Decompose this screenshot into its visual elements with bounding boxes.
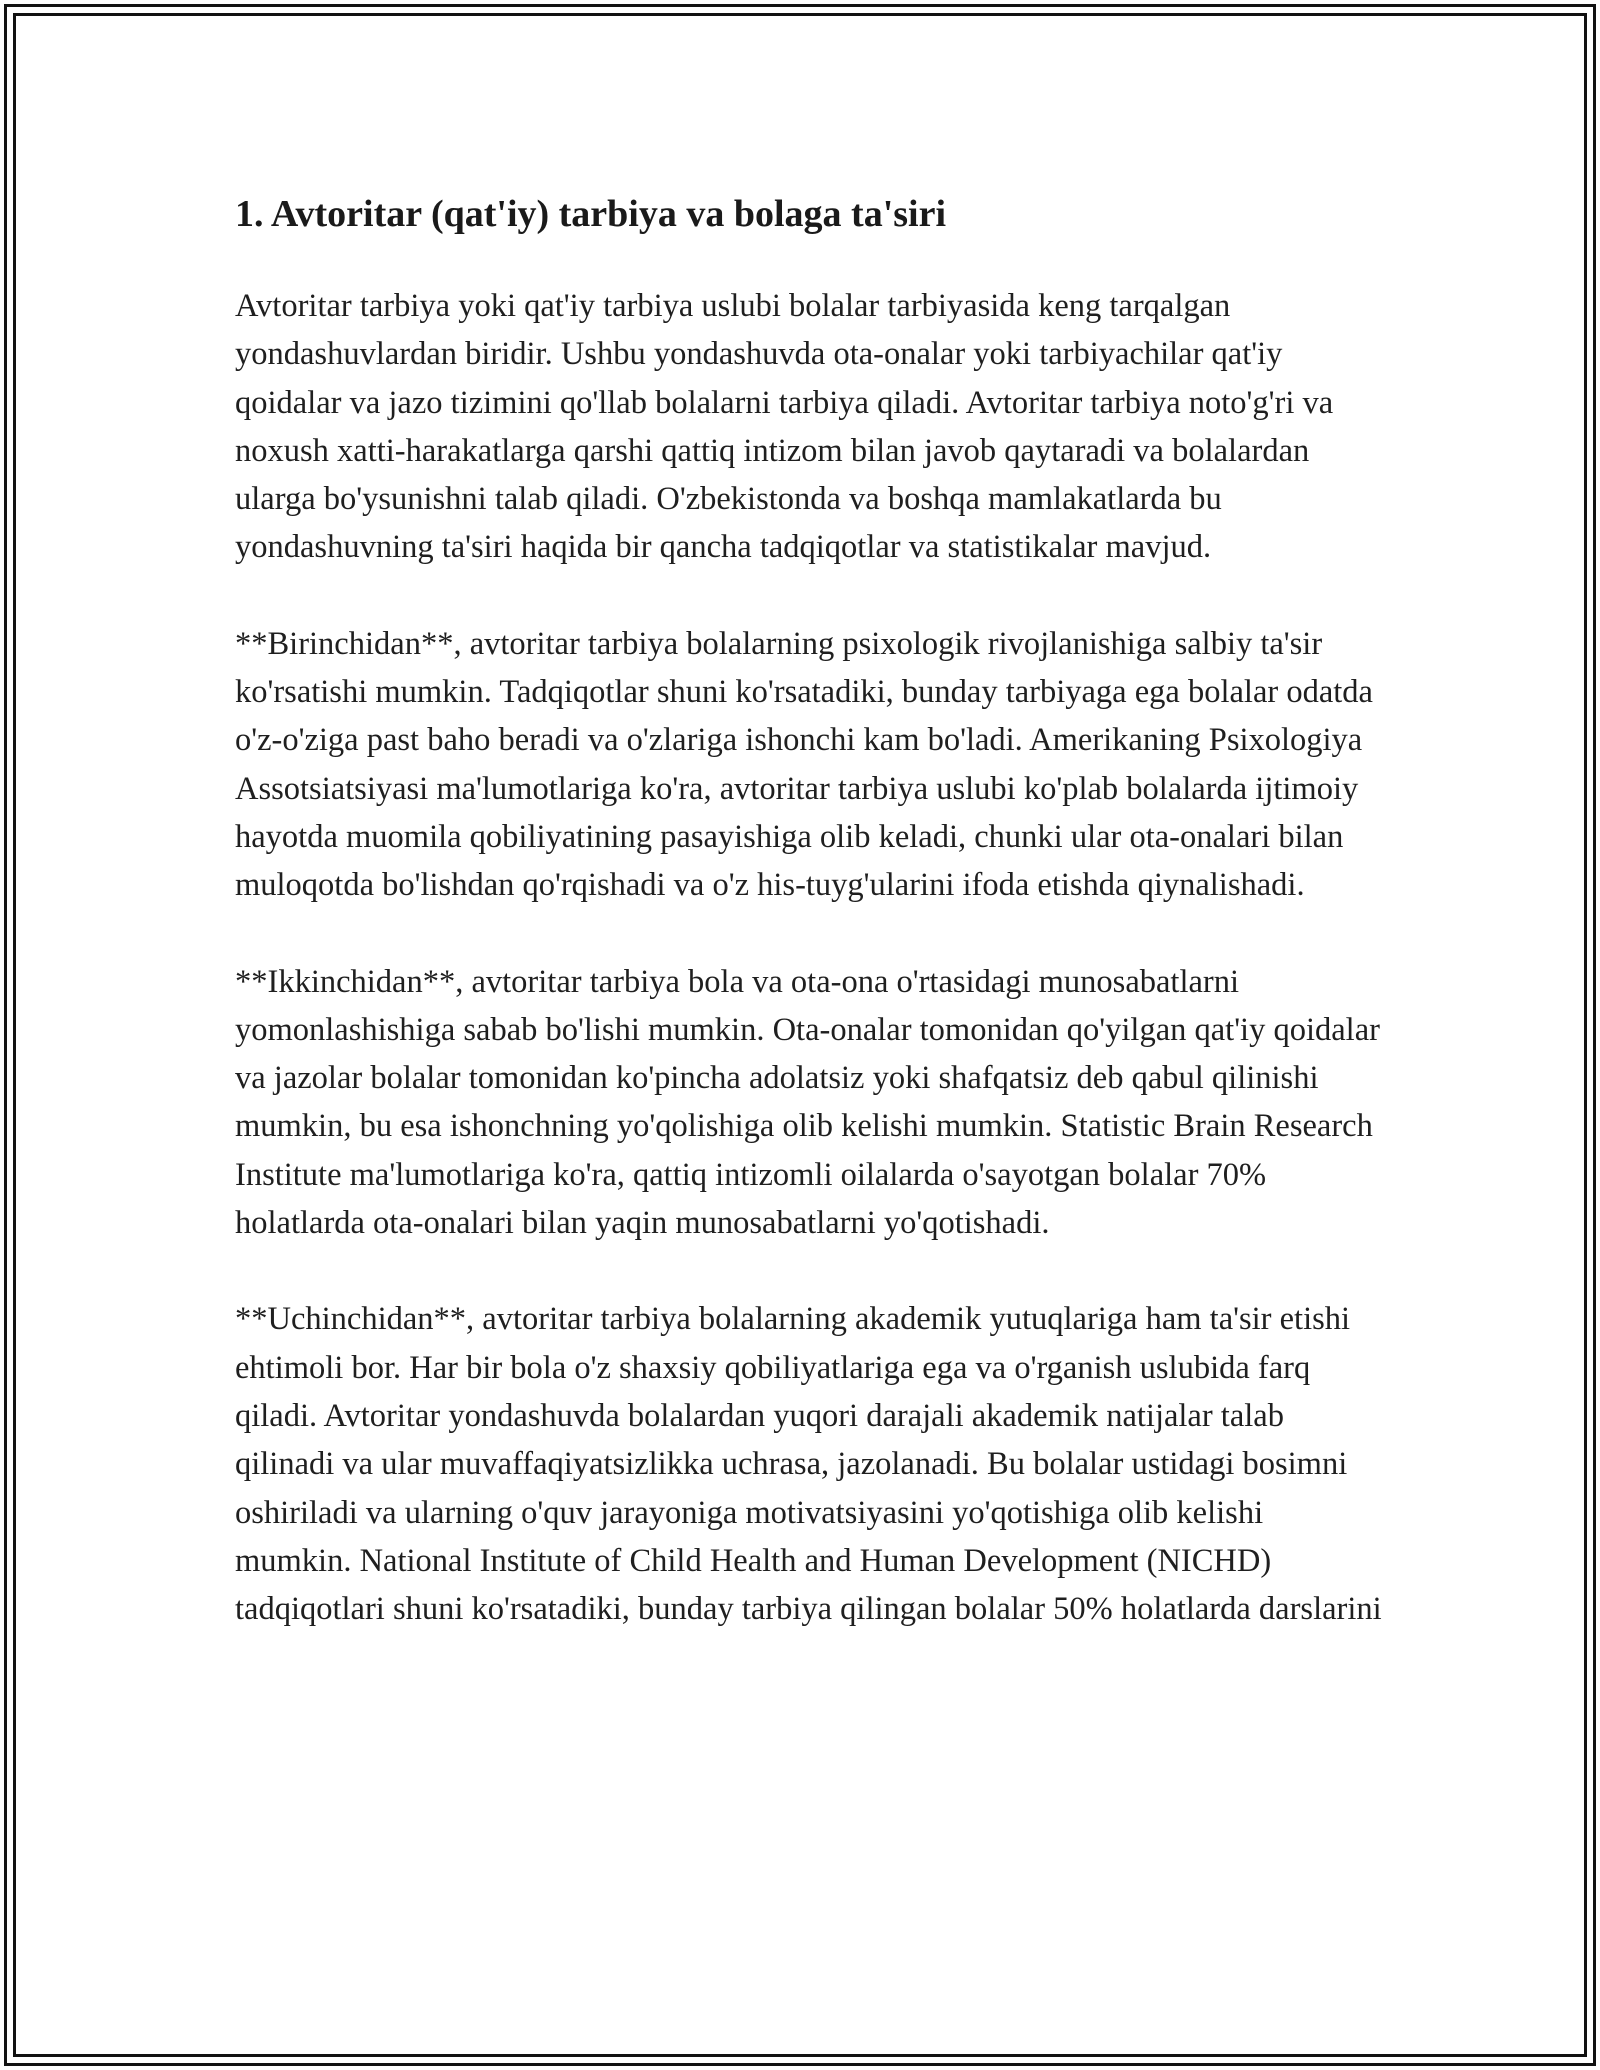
paragraph-intro: Avtoritar tarbiya yoki qat'iy tarbiya uslubi bolalar tarbiyasida keng tarqalgan yondashuvlardan biridir. Ushbu yondashuvda ota-onalar yoki tarbiyachilar qat'iy qoidalar va jazo tizimini qo'llab bolalarni tarbiya qiladi. Avtoritar tarbiya noto'g'ri va noxush xatti-harakatlarga qarshi qattiq intizom bilan javob qaytaradi va bolalardan ularga bo'ysunishni talab qiladi. O'zbekistonda va boshqa mamlakatlarda bu yondashuvning ta'siri haqida bir qancha tadqiqotlar va statistikalar mavjud.: [235, 288, 1334, 566]
paragraph-ikkinchidan: **Ikkinchidan**, avtoritar tarbiya bola va ota-ona o'rtasidagi munosabatlarni yomonlashishiga sabab bo'lishi mumkin. Ota-onalar tomonidan qo'yilgan qat'iy qoidalar va jazolar bolalar tomonidan ko'pincha adolatsiz yoki shafqatsiz deb qabul qilinishi mumkin, bu esa ishonchning yo'qolishiga olib kelishi mumkin. Statistic Brain Research Institute ma'lumotlariga ko'ra, qattiq intizomli oilalarda o'sayotgan bolalar 70% holatlarda ota-onalari bilan yaqin munosabatlarni yo'qotishadi.: [235, 963, 1380, 1242]
section-heading: 1. Avtoritar (qat'iy) tarbiya va bolaga ta'siri: [235, 193, 947, 235]
paragraph-birinchidan: **Birinchidan**, avtoritar tarbiya bolalarning psixologik rivojlanishiga salbiy ta'sir ko'rsatishi mumkin. Tadqiqotlar shuni ko'rsatadiki, bunday tarbiyaga ega bolalar odatda o'z-o'ziga past baho beradi va o'zlariga ishonchi kam bo'ladi. Amerikaning Psixologiya Assotsiatsiyasi ma'lumotlariga ko'ra, avtoritar tarbiya uslubi ko'plab bolalarda ijtimoiy hayotda muomila qobiliyatining pasayishiga olib keladi, chunki ular ota-onalari bilan muloqotda bo'lishdan qo'rqishadi va o'z his-tuyg'ularini ifoda etishda qiynalishadi.: [235, 625, 1373, 904]
document-body: [235, 186, 1385, 1681]
paragraph-uchinchidan: **Uchinchidan**, avtoritar tarbiya bolalarning akademik yutuqlariga ham ta'sir etishi ehtimoli bor. Har bir bola o'z shaxsiy qobiliyatlariga ega va o'rganish uslubida farq qiladi. Avtoritar yondashuvda bolalardan yuqori darajali akademik natijalar talab qilinadi va ular muvaffaqiyatsizlikka uchrasa, jazolanadi. Bu bolalar ustidagi bosimni oshiriladi va ularning o'quv jarayoniga motivatsiyasini yo'qotishiga olib kelishi mumkin. National Institute of Child Health and Human Development (NICHD) tadqiqotlari shuni ko'rsatadiki, bunday tarbiya qilingan bolalar 50% holatlarda darslarini: [235, 1301, 1382, 1628]
